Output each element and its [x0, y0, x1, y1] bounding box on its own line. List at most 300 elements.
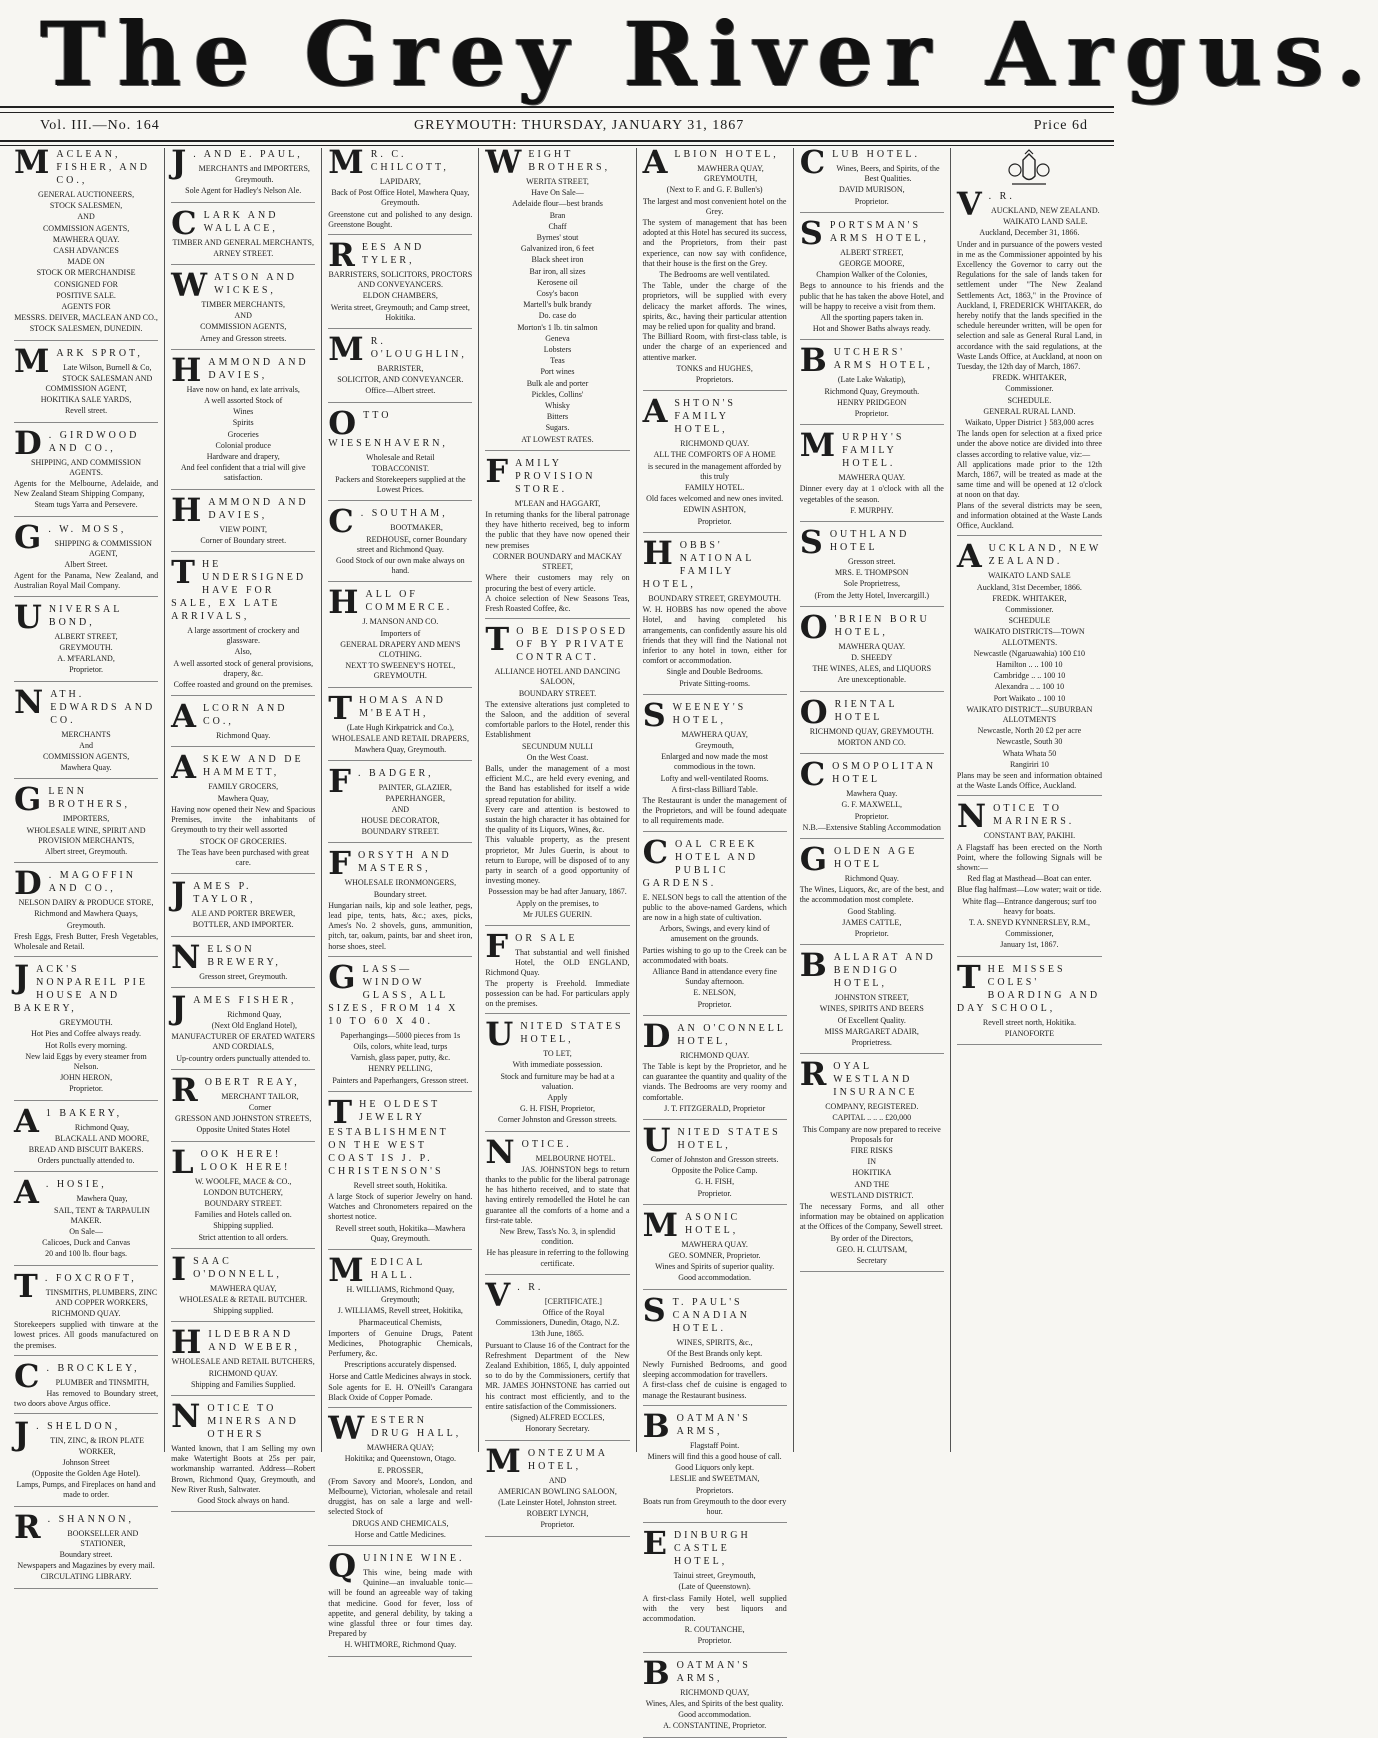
drop-cap: H [642, 533, 676, 572]
advertisement-heading [799, 426, 944, 470]
advertisement-line: Gresson street, Greymouth. [199, 971, 288, 981]
heading-text: . MAGOFFIN AND CO., [48, 870, 136, 895]
advertisement [14, 423, 159, 517]
advertisement [14, 864, 159, 957]
advertisement [485, 620, 630, 926]
advertisement-line: Miners will find this a good house of call. [647, 1452, 782, 1462]
advertisement-line: Bitters [546, 412, 569, 422]
column-7 [951, 148, 1108, 1452]
advertisement-line: CASH ADVANCES [53, 246, 119, 256]
advertisement [642, 1290, 787, 1406]
advertisement-line: All applications made prior to the 12th March, 1867, will be treated as made at the same time and will be opened at 12 o'clock at noon on that day. [956, 459, 1102, 500]
advertisement-line: ALBERT STREET, [840, 247, 904, 257]
advertisement-line: RICHMOND QUAY. [680, 1050, 750, 1060]
heading-text: DINBURGH CASTLE HOTEL, [673, 1530, 751, 1568]
column-4 [479, 143, 636, 1530]
advertisement-line: Pickles, Collins' [531, 389, 584, 399]
advertisement-line: ALLIANCE HOTEL AND DANCING SALOON, [494, 667, 621, 687]
advertisement-line: Proprietor. [854, 811, 889, 821]
advertisement-line: A first-class chef de cuisine is engaged to manage the Restaurant business. [642, 1380, 787, 1400]
drop-cap: A [956, 537, 985, 576]
advertisement [14, 1415, 158, 1506]
advertisement [171, 697, 315, 747]
advertisement-line: Wines, Ales, and Spirits of the best quality. [645, 1698, 784, 1708]
advertisement-line: F. MURPHY. [850, 505, 894, 515]
advertisement-line: G. H. FISH, Proprietor, [519, 1104, 595, 1114]
advertisement-line: Johnson Street [62, 1457, 110, 1467]
advertisement [485, 926, 630, 1014]
advertisement-line: TO LET, [543, 1049, 572, 1059]
heading-text: AMMOND AND DAVIES, [208, 356, 309, 381]
heading-text: ESTERN DRUG HALL, [371, 1415, 462, 1440]
drop-cap: S [799, 523, 826, 562]
advertisement [14, 1507, 158, 1589]
drop-cap: S [799, 213, 826, 252]
masthead [0, 0, 1378, 108]
advertisement-line: Revell street south, Hokitika—Mawhera Quay, Greymouth. [335, 1223, 466, 1243]
advertisement-line: GREYMOUTH. [59, 1018, 113, 1028]
advertisement-line: Sole agents for E. H. O'Neill's Carangara Black Oxide of Copper Pomade. [328, 1382, 473, 1402]
drop-cap: W [171, 266, 211, 305]
advertisement-line: Pursuant to Clause 16 of the Contract for the Refreshment Department of the New Zealand Exhibition, 1865, I, duly appointed so to do by the Commissioners, certify that MR. JAMES JOHNSTONE has carried out his contract most efficiently, and to the entire satisfaction of the Commissioners. [485, 1340, 630, 1411]
advertisement-line: Hokitika; and Queenstown, Otago. [344, 1454, 456, 1464]
advertisement-line: Rangiriri 10 [1009, 759, 1049, 769]
advertisement-line: Fresh Eggs, Fresh Butter, Fresh Vegetables, Wholesale and Retail. [14, 931, 159, 951]
advertisement-line: WINES, SPIRITS, &c., [676, 1337, 753, 1347]
advertisement-line: Agent for the Panama, New Zealand, and Australian Royal Mail Company. [14, 571, 159, 591]
advertisement-line: Commissioner. [1005, 384, 1054, 394]
advertisement [485, 1132, 630, 1275]
advertisement-line: Morton's 1 lb. tin salmon [517, 322, 598, 332]
heading-text: OBBS' NATIONAL FAMILY HOTEL, [642, 539, 754, 590]
heading-text: SAAC O'DONNELL, [193, 1255, 282, 1280]
advertisement-line: Richmond and Mawhera Quays, [34, 909, 138, 919]
heading-text: LBION HOTEL, [674, 149, 779, 160]
advertisement-line: Cosy's bacon [536, 289, 579, 299]
advertisement [14, 1266, 159, 1356]
drop-cap: W [328, 1409, 368, 1448]
advertisement-line: Corner Johnston and Gresson streets. [498, 1115, 617, 1125]
heading-text: . AND E. PAUL, [193, 149, 303, 160]
advertisement-heading [328, 236, 472, 275]
advertisement-line: Port Waikato .. 100 10 [993, 693, 1066, 703]
advertisement-line: ARNEY STREET. [213, 248, 274, 258]
advertisement-line: SOLICITOR, AND CONVEYANCER. [337, 375, 464, 385]
advertisement-line: JOHN HERON, [60, 1073, 113, 1083]
heading-text: OTICE TO MARINERS. [993, 803, 1075, 828]
advertisement-line: WAIKATO DISTRICT—SUBURBAN ALLOTMENTS [966, 704, 1093, 724]
advertisement-line: Good Stock always on hand. [197, 1496, 290, 1505]
advertisement-line: Corner [248, 1102, 272, 1112]
advertisement-line: Mawhera Quay, Greymouth. [354, 745, 447, 755]
advertisement-line: Newspapers and Magazines by every mail. [17, 1561, 155, 1571]
heading-text: . GIRDWOOD AND CO., [48, 429, 140, 454]
advertisement-line: HOUSE DECORATOR, [361, 815, 440, 825]
advertisement-line: Wines [233, 407, 254, 417]
advertisement-line: M'LEAN and HAGGART, [514, 498, 601, 508]
advertisement [642, 1205, 787, 1290]
advertisement-line: BOTTLER, AND IMPORTER. [192, 920, 294, 930]
advertisement-line: The Billiard Room, with first-class table, is under the charge of an experienced and attentive marker. [642, 332, 787, 362]
drop-cap: C [328, 502, 357, 541]
advertisement-line: This Company are now prepared to receive Proposals for [802, 1124, 941, 1144]
advertisement-line: A first-class Billiard Table. [671, 784, 758, 794]
advertisement [956, 957, 1102, 1045]
advertisement [328, 1409, 473, 1546]
advertisement-line: Office—Albert street. [365, 386, 436, 396]
advertisement [171, 1323, 315, 1396]
issue-price: Price 6d [1033, 118, 1088, 133]
advertisement-line: The Bedrooms are well ventilated. [659, 270, 770, 280]
advertisement-line: FREDK. WHITAKER, [992, 373, 1067, 383]
advertisement-line: Shipping and Families Supplied. [190, 1379, 296, 1389]
advertisement-line: Orders punctually attended to. [37, 1156, 135, 1166]
advertisement-line: Good accommodation. [678, 1273, 752, 1283]
advertisement-line: Byrnes' stout [536, 233, 579, 243]
advertisement [642, 1121, 787, 1205]
advertisement [171, 748, 316, 874]
advertisement-line: The Table, under the charge of the proprietors, will be supplied with every delicacy the market affords. The wines, spirits, &c., having their particular attention may be relied upon for quality and brand. [642, 281, 787, 332]
advertisement-line: Stock and furniture may be had at a valuation. [500, 1071, 615, 1091]
advertisement-line: WHOLESALE AND RETAIL BUTCHERS, [171, 1357, 315, 1367]
advertisement-line: (Next Old England Hotel), [211, 1020, 297, 1030]
advertisement-line: MAWHERA QUAY. [838, 473, 906, 483]
advertisement-heading [485, 451, 629, 496]
advertisement-line: Revell street. [64, 406, 108, 416]
advertisement-line: ROBERT LYNCH, [526, 1509, 589, 1519]
heading-text: PORTSMAN'S ARMS HOTEL, [829, 219, 929, 244]
drop-cap: R [328, 236, 358, 275]
advertisement [14, 1101, 158, 1173]
advertisement-line: DAVID MURISON, [838, 185, 905, 195]
advertisement-line: ELDON CHAMBERS, [362, 291, 438, 301]
advertisement [328, 688, 472, 762]
advertisement-line: Newcastle, South 30 [996, 737, 1063, 747]
advertisement-line: GRESSON AND JOHNSTON STREETS, [175, 1114, 312, 1124]
heading-text: RIENTAL HOTEL [834, 698, 898, 723]
advertisement-line: AND [234, 311, 252, 321]
advertisement-line: (Late of Queenstown). [678, 1582, 751, 1592]
advertisement [642, 392, 787, 533]
drop-cap: B [799, 946, 830, 985]
advertisement-line: Good Stock of our own make always on hand. [336, 556, 465, 576]
advertisement-line: MAWHERA QUAY. [838, 641, 906, 651]
advertisement-line: ALL THE COMFORTS OF A HOME [653, 450, 776, 460]
advertisement-line: Storekeepers supplied with tinware at the lowest prices. All goods manufactured on the premises. [14, 1320, 159, 1350]
advertisement-line: Arney and Gresson streets. [200, 333, 287, 343]
advertisement [171, 203, 315, 265]
advertisement [171, 490, 315, 552]
advertisement-line: The extensive alterations just completed to the Saloon, and the addition of several comfortable parlors to the Hotel, render this Establishment [485, 699, 630, 740]
advertisement-line: Sugars. [545, 423, 570, 433]
drop-cap: T [328, 1092, 356, 1131]
advertisement-line: Lobsters [543, 345, 572, 355]
advertisement-line: H. WILLIAMS, Richmond Quay, Greymouth; [346, 1284, 455, 1305]
advertisement-line: BOUNDARY STREET. [204, 1198, 282, 1208]
advertisement-line: Corner of Boundary street. [200, 535, 287, 545]
column-1 [8, 143, 165, 1582]
advertisement-line: Proprietress. [851, 1037, 892, 1047]
heading-text: OOK HERE! LOOK HERE! [200, 1148, 291, 1173]
advertisement-line: NELSON DAIRY & PRODUCE STORE, [18, 898, 154, 908]
drop-cap: L [171, 1142, 197, 1181]
drop-cap: M [485, 1441, 524, 1480]
advertisement-line: The largest and most convenient hotel on the Grey. [642, 196, 787, 216]
advertisement-line: Private Sitting-rooms. [679, 678, 750, 688]
advertisement-line: Martell's bulk brandy [523, 300, 592, 310]
advertisement-line: A first-class Family Hotel, well supplied with the very best liquors and accommodation. [642, 1593, 787, 1624]
advertisement [171, 350, 315, 490]
advertisement [328, 502, 472, 582]
advertisement-line: With immediate possession. [512, 1060, 603, 1070]
heading-text: LCORN AND CO., [202, 703, 288, 728]
advertisement-line: Richmond Quay, [74, 1122, 130, 1132]
advertisement-heading [328, 1250, 472, 1289]
advertisement-line: Of the Best Brands only kept. [667, 1348, 763, 1358]
heading-text: LUB HOTEL. [832, 149, 920, 160]
advertisement-line: The system of management that has been adopted at this Hotel has secured its success, and the Proprietors, from their past experience, can now say with confidence, that their house is the first on the Grey. [642, 218, 787, 268]
advertisement-line: JOHNSTON STREET, [834, 993, 909, 1003]
advertisement [328, 1250, 473, 1408]
advertisement-line: THE WINES, ALES, and LIQUORS [812, 664, 932, 674]
advertisement [14, 517, 159, 597]
advertisement [642, 1653, 787, 1738]
advertisement-line: Plans may be seen and information obtained at the Waste Lands Office, Auckland. [956, 770, 1102, 791]
heading-text: AMMOND AND DAVIES, [208, 496, 309, 521]
advertisement [328, 1092, 473, 1250]
advertisement [485, 1015, 629, 1131]
drop-cap: M [14, 341, 53, 380]
drop-cap: T [956, 957, 984, 996]
advertisement-line: AND [77, 212, 95, 222]
advertisement-line: (From the Jetty Hotel, Invercargill.) [814, 590, 930, 600]
drop-cap: D [14, 864, 45, 903]
advertisement-line: Proprietor. [69, 1084, 104, 1094]
drop-cap: H [171, 490, 205, 529]
advertisement-line: Richmond Quay. [216, 731, 271, 741]
advertisement-line: is secured in the management afforded by this truly [647, 461, 782, 481]
advertisement-line: Importers of [380, 628, 421, 638]
advertisement-line: J. T. FITZGERALD, Proprietor [664, 1103, 766, 1113]
heading-text: . BROCKLEY, [46, 1362, 140, 1374]
advertisement-line: LESLIE and SWEETMAN, [669, 1474, 760, 1484]
advertisement-line: Oils, colors, white lead, turps [353, 1041, 448, 1051]
advertisement [799, 946, 944, 1054]
advertisement-line: Proprietor. [697, 516, 732, 526]
drop-cap: G [799, 839, 831, 878]
advertisement-line: Hot Rolls every morning. [45, 1040, 127, 1050]
advertisement-line: Boundary street. [59, 1550, 113, 1560]
advertisement [14, 958, 158, 1100]
drop-cap: A [642, 143, 671, 181]
advertisement-line: Packers and Storekeepers supplied at the Lowest Prices. [335, 475, 466, 495]
advertisement-line: AND [391, 804, 410, 814]
heading-text: OAL CREEK HOTEL AND PUBLIC GARDENS. [642, 838, 759, 889]
heading-text: R. C. CHILCOTT, [370, 149, 449, 173]
advertisement-line: Paperhangings—5000 pieces from 1s [340, 1030, 461, 1040]
heading-text: . SHANNON, [47, 1513, 134, 1525]
advertisement [642, 1016, 787, 1120]
advertisement-line: GENERAL AUCTIONEERS, [37, 190, 135, 199]
advertisement-heading [171, 1396, 315, 1441]
drop-cap: F [485, 926, 512, 965]
drop-cap: A [14, 1173, 42, 1212]
advertisement [799, 692, 944, 754]
advertisement-heading [14, 423, 158, 462]
advertisement-line: Mr JULES GUERIN. [522, 909, 593, 919]
advertisement-line: STOCK OF GROCERIES. [199, 836, 287, 846]
advertisement-line: This valuable property, as the present proprietor, Mr Jules Guerin, is about to return to Europe, will be disposed of to any party in search of a good opportunity of investing money. [485, 835, 630, 886]
column-5 [637, 143, 794, 1731]
advertisement-line: W. WOOLFE, MACE & CO., [194, 1176, 292, 1186]
advertisement [957, 150, 1102, 536]
advertisement-line: WHOLESALE AND RETAIL DRAPERS, [331, 733, 469, 743]
advertisement-line: WHOLESALE & RETAIL BUTCHER. [179, 1294, 308, 1304]
advertisement-line: Revell street north, Hokitika. [982, 1017, 1076, 1027]
advertisement [799, 213, 944, 341]
advertisement-line: [CERTIFICATE.] [544, 1296, 602, 1306]
advertisement-line: Enlarged and now made the most commodious in the town. [661, 752, 768, 772]
advertisement [642, 533, 787, 695]
drop-cap: T [328, 688, 356, 727]
advertisement-line: Proprietor. [854, 196, 889, 206]
advertisement-line: Newcastle (Ngaruawahia) 100 £10 [973, 648, 1086, 658]
advertisement-line: (Late Lake Wakatip), [837, 375, 906, 385]
advertisement-heading [485, 143, 629, 181]
advertisement [956, 537, 1102, 796]
advertisement-line: Tainui street, Greymouth, [673, 1571, 756, 1581]
advertisement-line: Balls, under the management of a most efficient M.C., are held every evening, and the Band has established for itself a wide spread reputation for ability. [485, 763, 630, 804]
drop-cap: G [14, 780, 45, 819]
advertisement-line: R. COUTANCHE, [684, 1625, 745, 1635]
advertisement-line: A. M'FARLAND, [57, 654, 115, 664]
advertisement [328, 762, 472, 843]
drop-cap: J [171, 988, 190, 1027]
heading-text: ARK SPROT, [56, 347, 143, 359]
advertisement [171, 937, 315, 988]
drop-cap: V [485, 1275, 514, 1314]
drop-cap: N [956, 797, 990, 836]
advertisement-line: STOCK OR MERCHANDISE [36, 268, 136, 278]
advertisement [171, 1142, 315, 1249]
drop-cap: M [328, 1250, 367, 1289]
advertisement [642, 1406, 787, 1523]
advertisement-line: STOCK SALESMEN, [49, 201, 123, 211]
drop-cap: S [642, 695, 669, 734]
advertisement-line: COMMISSION AGENTS, [42, 223, 130, 233]
advertisement-line: LONDON BUTCHERY, [203, 1187, 283, 1197]
advertisement-line: BARRISTERS, SOLICITORS, PROCTORS AND CONVEYANCERS. [328, 270, 473, 290]
advertisement-line: Are unexceptionable. [837, 675, 906, 685]
advertisement-line: BOUNDARY STREET. [518, 688, 597, 698]
advertisement [171, 988, 315, 1070]
advertisement-line: Champion Walker of the Colonies, [816, 270, 928, 280]
advertisement-line: Auckland, 31st December, 1866. [976, 582, 1082, 592]
advertisement [485, 143, 629, 451]
advertisement-line: SCHEDULE. [1007, 395, 1052, 405]
advertisement-line: D. SHEEDY [851, 653, 893, 663]
advertisement [14, 1356, 159, 1415]
advertisement-line: On Sale— [69, 1226, 103, 1236]
advertisement-line: AUCKLAND, NEW ZEALAND. [990, 206, 1100, 215]
advertisement-line: Calicoes, Duck and Canvas [42, 1238, 131, 1248]
drop-cap: D [642, 1016, 674, 1055]
advertisement-line: Whisky [545, 401, 570, 411]
advertisement-line: Red flag at Masthead—Boat can enter. [967, 874, 1092, 884]
advertisement-line: (Next to F. and G. F. Bullen's) [666, 185, 763, 195]
advertisement-line: Albert Street. [64, 560, 108, 570]
drop-cap: G [14, 517, 45, 556]
advertisement-line: Hamilton .. .. 100 10 [996, 659, 1063, 669]
advertisement-line: MAWHERA QUAY; [366, 1443, 434, 1453]
advertisement-line: This wine, being made with Quinine—an invaluable tonic—will be found an agreeable way of taking that medicine. Good for fever, loss of appetite, and general debility, by taking a wine glassful three or four times day. Prepared by [328, 1568, 473, 1639]
advertisement [328, 1547, 473, 1657]
advertisement-line: Sole Proprietress, [843, 579, 900, 589]
advertisement-line: Kerosene oil [537, 277, 578, 287]
royal-crest-icon [1006, 150, 1052, 188]
advertisement-line: Apply [547, 1093, 568, 1103]
advertisement-line: J. MANSON AND CO. [362, 617, 439, 627]
advertisement [171, 1396, 316, 1512]
advertisement-line: SAIL, TENT & TARPAULIN MAKER. [54, 1205, 150, 1225]
heading-text: ALLARAT AND BENDIGO HOTEL, [833, 952, 936, 990]
drop-cap: N [171, 1396, 204, 1435]
heading-text: ACK'S NONPAREIL PIE HOUSE AND BAKERY, [14, 964, 149, 1015]
advertisement-line: MERCHANTS and IMPORTERS, [198, 164, 310, 173]
advertisement [14, 143, 158, 341]
drop-cap: C [171, 203, 200, 242]
advertisement-line: On the West Coast. [526, 752, 589, 762]
heading-text: ALL OF COMMERCE. [365, 589, 453, 614]
advertisement-line: Greenstone cut and polished to any design. Greenstone Bought. [328, 209, 473, 229]
drop-cap: B [799, 341, 830, 380]
heading-text: OR SALE [515, 932, 578, 944]
drop-cap: R [171, 1070, 201, 1109]
heading-text: EDICAL HALL. [370, 1256, 425, 1281]
advertisement-line: Adelaide flour—best brands [512, 199, 603, 209]
advertisement-line: Varnish, glass paper, putty, &c. [350, 1053, 451, 1063]
advertisement-line: Prescriptions accurately dispensed. [344, 1360, 457, 1370]
advertisement-line: A large Stock of superior Jewelry on hand. Watches and Chronometers repaired on the shortest notice. [328, 1191, 473, 1222]
advertisement-line: SHIPPING & COMMISSION AGENT, [54, 538, 152, 558]
advertisement-line: Coffee roasted and ground on the premises. [173, 680, 313, 690]
advertisement-line: Richmond Quay, Greymouth. [824, 386, 920, 396]
heading-text: WEENEY'S HOTEL, [672, 701, 747, 726]
drop-cap: O [799, 692, 831, 731]
advertisement-line: Dinner every day at 1 o'clock with all the vegetables of the season. [799, 484, 944, 504]
advertisement-line: MANUFACTURER OF ERATED WATERS AND CORDIALS, [171, 1032, 315, 1052]
advertisement-line: Good accommodation. [678, 1710, 752, 1720]
advertisement-line: Revell street south, Hokitika. [353, 1180, 448, 1190]
advertisement-line: HENRY PRIDGEON [837, 397, 907, 407]
advertisement-heading [328, 957, 472, 1028]
advertisement-line: Horse and Cattle Medicines always in stock. [329, 1371, 472, 1381]
advertisement-line: GEORGE MOORE, [839, 259, 905, 269]
heading-text: ONTEZUMA HOTEL, [527, 1447, 608, 1472]
advertisement-line: E. NELSON begs to call the attention of the public to the above-named Gardens, which are now in a high state of cultivation. [642, 892, 787, 922]
advertisement [328, 330, 472, 403]
advertisement-line: Also, [234, 647, 252, 657]
advertisement [485, 1275, 630, 1441]
advertisement-line: Possession may be had after January, 1867. [488, 887, 627, 897]
advertisement-line: HOKITIKA [852, 1168, 892, 1178]
advertisement-line: REDHOUSE, corner Boundary street and Richmond Quay. [356, 534, 467, 554]
advertisement-line: By order of the Directors, [830, 1233, 913, 1243]
advertisement-line: Hot and Shower Baths always ready. [812, 324, 931, 334]
advertisement-line: CIRCULATING LIBRARY. [40, 1572, 132, 1582]
advertisement-line: AMERICAN BOWLING SALOON, [498, 1486, 617, 1496]
advertisement-line: Gresson street. [848, 557, 896, 567]
